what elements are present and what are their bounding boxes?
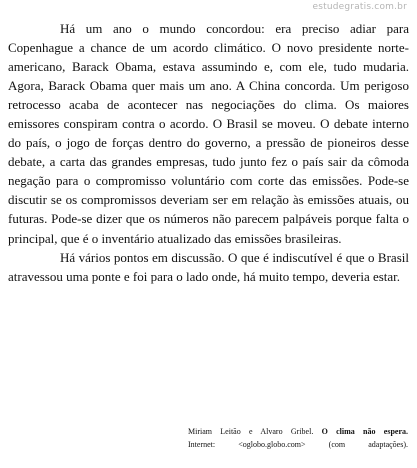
- citation-line-1: [188, 425, 408, 438]
- source-citation: [188, 425, 408, 451]
- citation-source: Internet: <oglobo.globo.com> (com adaptações).: [188, 440, 408, 449]
- site-watermark: estudegratis.com.br: [312, 2, 407, 12]
- citation-title: O clima não espera.: [321, 427, 408, 436]
- paragraph-2: Há vários pontos em discussão. O que é indiscutível é que o Brasil atravessou uma ponte e foi para o lado onde, há muito tempo, deveria estar.: [8, 249, 409, 284]
- article-body: [8, 19, 409, 286]
- citation-authors: Miriam Leitão e Alvaro Gribel.: [188, 427, 314, 436]
- paragraph-1: Há um ano o mundo concordou: era preciso adiar para Copenhague a chance de um acordo climático. O novo presidente norte-americano, Barack Obama, estava assumindo e, com ele, tudo mudaria. Agora, Barack Obama quer mais um ano. A China concorda. Um perigoso retrocesso acaba de acontecer nas negociações do clima. Os maiores emissores conspiram contra o acordo. O Brasil se moveu. O debate interno do país, o jogo de forças dentro do governo, a pressão de pioneiros desse debate, a carta das grandes empresas, tudo junto fez o país sair da cômoda negação para o compromisso voluntário com corte das emissões. Pode-se discutir se os compromissos deveriam ser em relação às emissões atuais, ou futuras. Pode-se dizer que os números não parecem palpáveis porque falta o principal, que é o inventário atualizado das emissões brasileiras.: [8, 21, 409, 246]
